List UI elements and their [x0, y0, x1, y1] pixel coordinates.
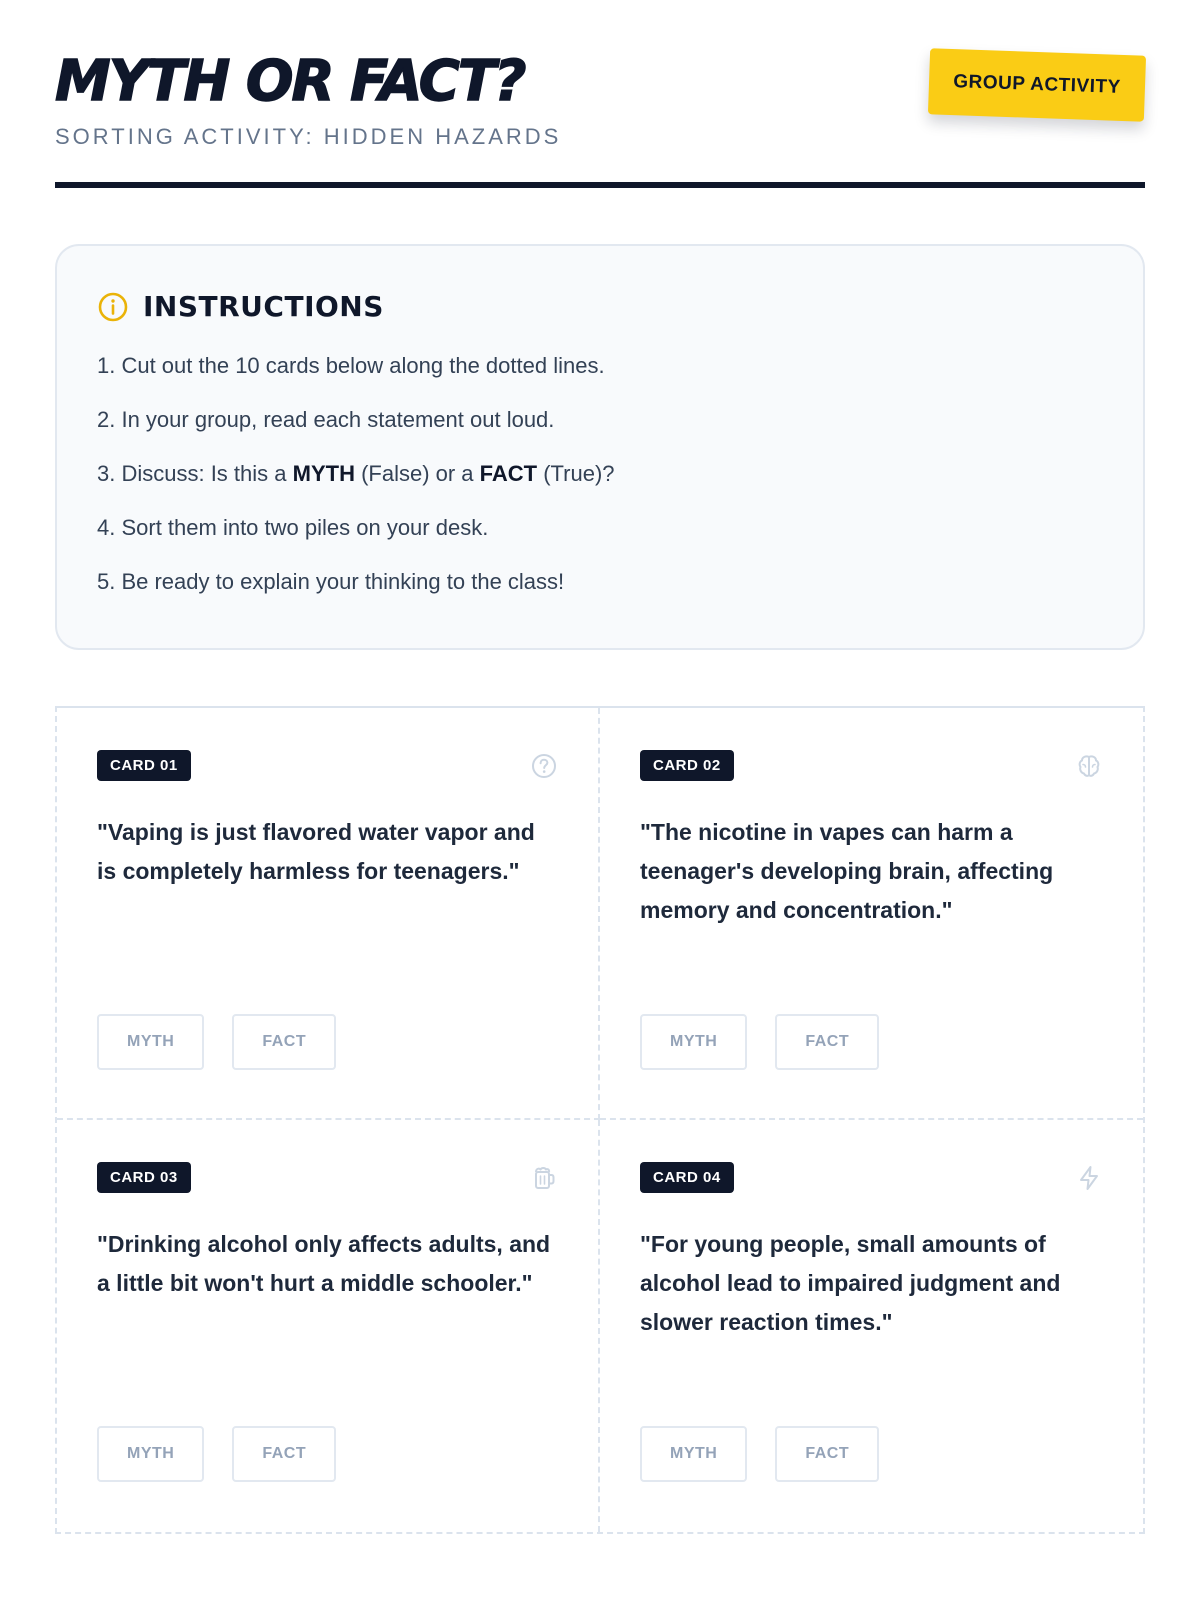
myth-choice-button[interactable]: MYTH — [97, 1014, 204, 1070]
instruction-item — [97, 351, 1103, 381]
myth-emphasis: MYTH — [292, 461, 355, 486]
question-circle-icon — [530, 752, 558, 780]
instruction-text: 4. Sort them into two piles on your desk. — [97, 515, 489, 540]
instruction-item — [97, 513, 1103, 543]
answer-choices — [97, 1014, 336, 1070]
myth-choice-button[interactable]: MYTH — [640, 1426, 747, 1482]
card-number-tag: CARD 03 — [97, 1162, 191, 1193]
statement-card — [600, 1120, 1143, 1532]
card-number-tag: CARD 02 — [640, 750, 734, 781]
answer-choices — [640, 1014, 879, 1070]
page-title: MYTH OR FACT? — [55, 49, 525, 114]
lightning-icon — [1075, 1164, 1103, 1192]
instructions-heading — [97, 290, 1103, 323]
fact-choice-button[interactable]: FACT — [232, 1426, 336, 1482]
card-statement: "Vaping is just flavored water vapor and is completely harmless for teenagers." — [97, 819, 535, 884]
group-activity-badge: GROUP ACTIVITY — [928, 48, 1146, 121]
statement-card — [57, 708, 600, 1120]
instruction-text: 2. In your group, read each statement out loud. — [97, 407, 555, 432]
brain-icon — [1075, 752, 1103, 780]
card-statement: "Drinking alcohol only affects adults, and a little bit won't hurt a middle schooler." — [97, 1231, 551, 1296]
header — [55, 0, 1145, 190]
cards-grid — [55, 706, 1145, 1534]
fact-choice-button[interactable]: FACT — [232, 1014, 336, 1070]
myth-choice-button[interactable]: MYTH — [97, 1426, 204, 1482]
fact-emphasis: FACT — [479, 461, 538, 486]
card-statement: "The nicotine in vapes can harm a teenager's developing brain, affecting memory and concentration." — [640, 819, 1054, 923]
beer-mug-icon — [530, 1164, 558, 1192]
card-number-tag: CARD 01 — [97, 750, 191, 781]
instruction-item — [97, 567, 1103, 597]
instructions-list — [97, 351, 1103, 597]
instruction-text: 1. Cut out the 10 cards below along the dotted lines. — [97, 353, 605, 378]
statement-card — [600, 708, 1143, 1120]
info-icon — [97, 291, 129, 323]
card-statement: "For young people, small amounts of alcohol lead to impaired judgment and slower reaction times." — [640, 1231, 1061, 1335]
statement-card — [57, 1120, 600, 1532]
instruction-text: 3. Discuss: Is this a — [97, 461, 293, 486]
header-divider — [55, 182, 1145, 188]
card-number-tag: CARD 04 — [640, 1162, 734, 1193]
instruction-text: 5. Be ready to explain your thinking to the class! — [97, 569, 565, 594]
instruction-text: (False) or a — [354, 461, 480, 486]
instructions-title: INSTRUCTIONS — [143, 290, 384, 323]
page-subtitle: SORTING ACTIVITY: HIDDEN HAZARDS — [55, 124, 562, 149]
answer-choices — [640, 1426, 879, 1482]
myth-choice-button[interactable]: MYTH — [640, 1014, 747, 1070]
instructions-panel — [55, 244, 1145, 650]
fact-choice-button[interactable]: FACT — [775, 1014, 879, 1070]
answer-choices — [97, 1426, 336, 1482]
instruction-text: (True)? — [537, 461, 615, 486]
instruction-item — [97, 459, 1103, 489]
fact-choice-button[interactable]: FACT — [775, 1426, 879, 1482]
instruction-item — [97, 405, 1103, 435]
